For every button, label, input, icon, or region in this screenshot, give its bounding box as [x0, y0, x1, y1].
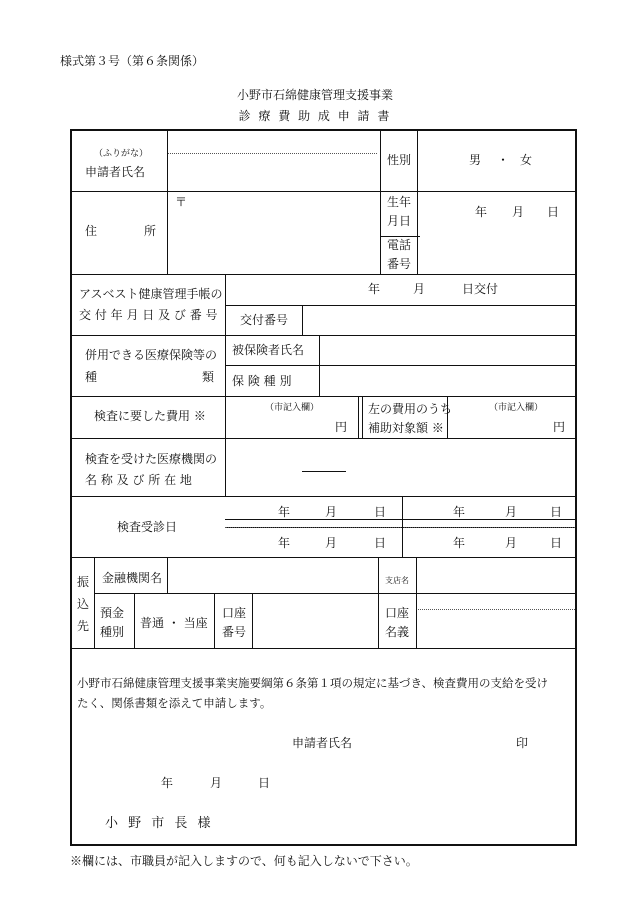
exam3-day-unit: 日	[374, 536, 387, 550]
exam1-month-unit: 月	[325, 505, 338, 519]
gender-female[interactable]: 女	[520, 153, 533, 167]
deposit-type-options[interactable]: 普通 ・ 当座	[140, 616, 208, 630]
declaration-applicant-label: 申請者氏名	[292, 736, 353, 750]
postal-mark: 〒	[175, 195, 188, 209]
issue-day-unit: 日交付	[462, 282, 499, 296]
expense-label: 検査に要した費用 ※	[94, 409, 206, 423]
account-holder-label-2: 名義	[385, 625, 410, 639]
decl-year-unit: 年	[161, 776, 174, 790]
applicant-name-label: 申請者氏名	[85, 165, 146, 179]
branch-name-label: 支店名	[385, 576, 409, 585]
application-form	[70, 129, 577, 846]
deposit-label-2: 種別	[100, 625, 125, 639]
gender-label: 性別	[387, 153, 412, 167]
insurance-label-1: 併用できる医療保険等の	[85, 348, 218, 362]
gender-dot: ・	[497, 153, 510, 167]
insurance-label-2a: 種	[85, 370, 98, 384]
birth-day-unit: 日	[547, 205, 560, 219]
transfer-side-label-3: 先	[77, 619, 90, 633]
exam2-year-unit: 年	[453, 505, 466, 519]
exam3-year-unit: 年	[278, 536, 291, 550]
account-number-label-1: 口座	[222, 606, 247, 620]
decl-day-unit: 日	[258, 776, 271, 790]
title-main: 小野市石綿健康管理支援事業	[236, 88, 393, 102]
issue-month-unit: 月	[413, 282, 426, 296]
asbestos-label-2: 交 付 年 月 日 及 び 番 号	[79, 308, 218, 322]
exam2-day-unit: 日	[550, 505, 563, 519]
insurance-type-label: 保 険 種 別	[232, 374, 292, 388]
exam4-month-unit: 月	[505, 536, 518, 550]
institution-label-2: 名 称 及 び 所 在 地	[85, 473, 192, 487]
transfer-side-label-1: 振	[77, 575, 90, 589]
deposit-label-1: 預金	[100, 606, 125, 620]
exam4-year-unit: 年	[453, 536, 466, 550]
birth-month-unit: 月	[512, 205, 525, 219]
address-label-1: 住	[85, 224, 98, 238]
bank-name-label: 金融機関名	[102, 571, 163, 585]
insured-name-label: 被保険者氏名	[232, 343, 305, 357]
address-label-2: 所	[144, 224, 157, 238]
asbestos-label-1: アスベスト健康管理手帳の	[79, 287, 223, 301]
phone-label-2: 番号	[387, 257, 412, 271]
subsidy-label-2: 補助対象額 ※	[368, 421, 444, 435]
title-sub: 診 療 費 助 成 申 請 書	[238, 109, 392, 123]
exam1-day-unit: 日	[374, 505, 387, 519]
transfer-side-label-2: 込	[77, 597, 90, 611]
exam3-month-unit: 月	[325, 536, 338, 550]
city-entry-label-2: （市記入欄）	[489, 403, 544, 413]
declaration-line-2: たく、関係書類を添えて申請します。	[77, 696, 272, 710]
exam1-year-unit: 年	[278, 505, 291, 519]
addressee: 小 野 市 長 様	[105, 816, 214, 831]
form-number: 様式第３号（第６条関係）	[60, 54, 205, 68]
birth-label-2: 月日	[387, 214, 412, 228]
birth-year-unit: 年	[475, 205, 488, 219]
phone-label-1: 電話	[387, 238, 412, 252]
booklet-number-label: 交付番号	[240, 313, 289, 327]
exam2-month-unit: 月	[505, 505, 518, 519]
issue-year-unit: 年	[368, 282, 381, 296]
exam4-day-unit: 日	[550, 536, 563, 550]
institution-label-1: 検査を受けた医療機関の	[85, 452, 218, 466]
gender-male[interactable]: 男	[469, 153, 482, 167]
account-holder-label-1: 口座	[385, 606, 410, 620]
yen-unit-2: 円	[553, 420, 566, 434]
decl-month-unit: 月	[210, 776, 223, 790]
yen-unit-1: 円	[335, 420, 348, 434]
exam-date-label: 検査受診日	[117, 520, 178, 534]
birth-label-1: 生年	[387, 195, 412, 209]
footnote: ※欄には、市職員が記入しますので、何も記入しないで下さい。	[70, 854, 418, 868]
furigana-label: （ふりがな）	[94, 149, 149, 159]
declaration-line-1: 小野市石綿健康管理支援事業実施要綱第６条第１項の規定に基づき、検査費用の支給を受け	[77, 676, 549, 690]
city-entry-label-1: （市記入欄）	[265, 403, 320, 413]
insurance-label-2b: 類	[202, 370, 215, 384]
subsidy-label-1: 左の費用のうち	[368, 402, 453, 416]
account-number-label-2: 番号	[222, 625, 247, 639]
seal-mark: 印	[516, 736, 529, 750]
